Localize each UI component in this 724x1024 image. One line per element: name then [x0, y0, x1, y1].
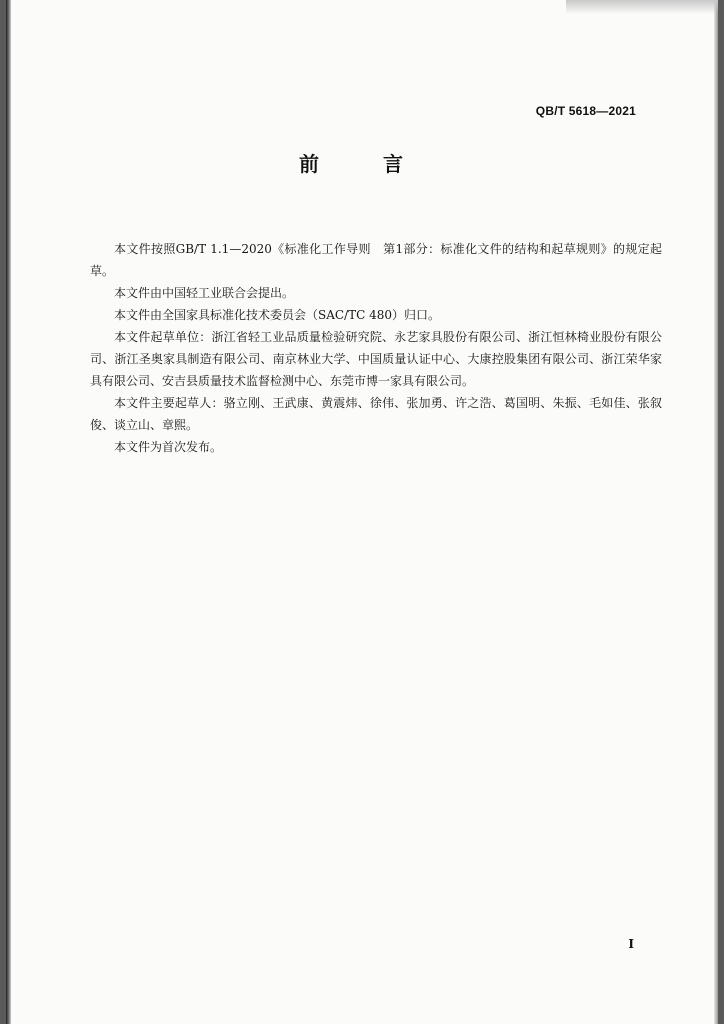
paragraph-committee: 本文件由全国家具标准化技术委员会（SAC/TC 480）归口。: [114, 308, 441, 322]
page-title: 前 言: [299, 152, 425, 176]
paragraph-first-release: 本文件为首次发布。: [114, 440, 223, 454]
paragraph-drafting-rules: 本文件按照GB/T 1.1—2020《标准化工作导则 第1部分：标准化文件的结构和起草规则》的规定起草。: [90, 242, 662, 278]
paragraph-drafters: 本文件主要起草人：骆立刚、王武康、黄震炜、徐伟、张加勇、许之浩、葛国明、朱振、毛如佳、张叙俊、谈立山、章熙。: [90, 396, 662, 432]
scan-top-shadow: [566, 0, 718, 14]
paragraph-proposer: 本文件由中国轻工业联合会提出。: [114, 286, 295, 300]
document-code: QB/T 5618—2021: [535, 104, 636, 118]
paragraph-drafting-units: 本文件起草单位：浙江省轻工业品质量检验研究院、永艺家具股份有限公司、浙江恒林椅业股份有限公司、浙江圣奥家具制造有限公司、南京林业大学、中国质量认证中心、大康控股集团有限公司、浙江荣华家具有限公司、安吉县质量技术监督检测中心、东莞市博一家具有限公司。: [90, 330, 662, 388]
document-body: [90, 238, 662, 458]
document-page: [6, 0, 718, 1024]
page-number: I: [628, 937, 634, 951]
